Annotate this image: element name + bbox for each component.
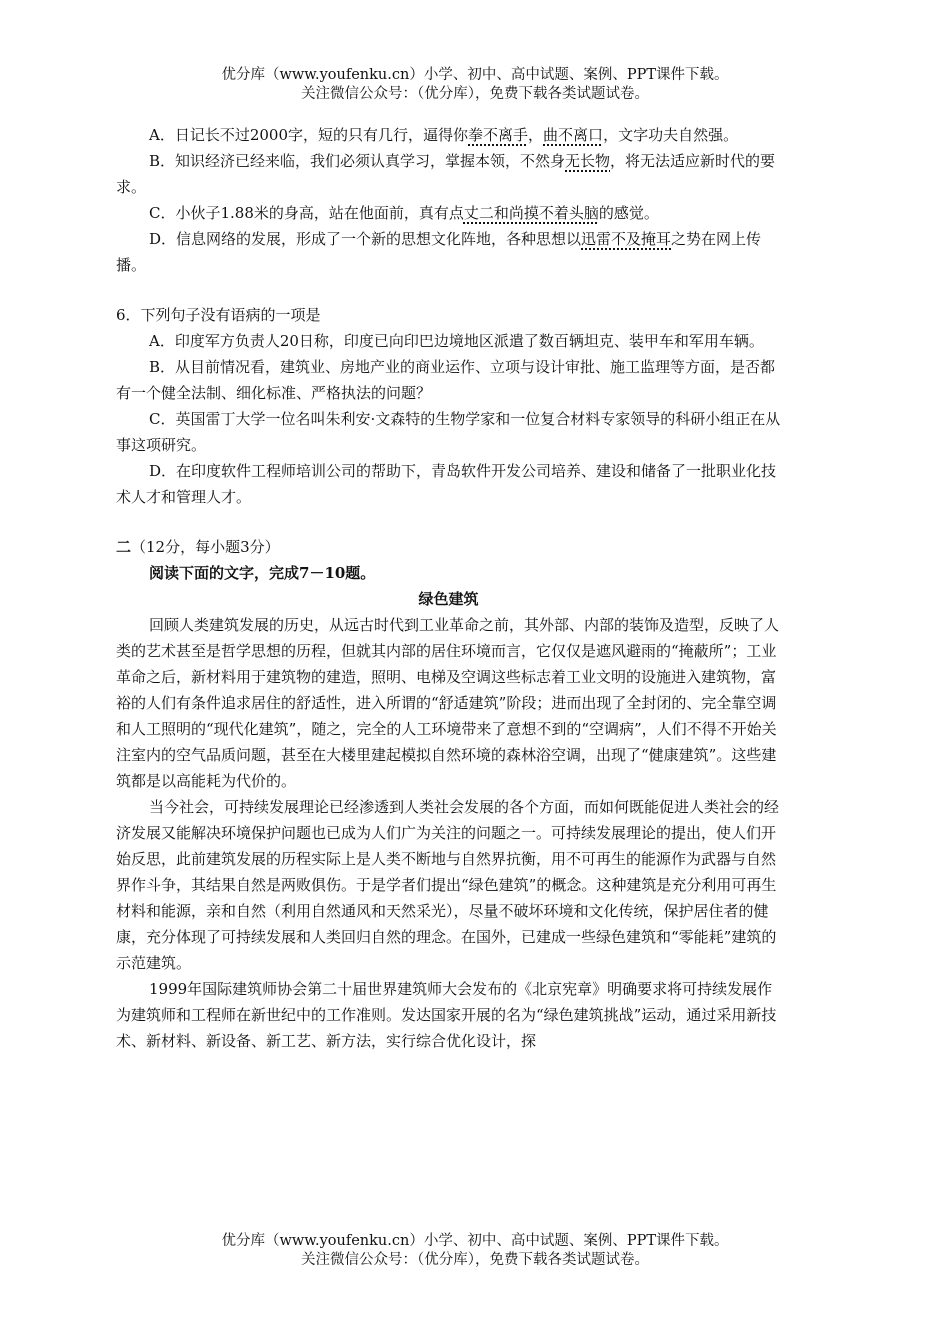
footer-line-2: 关注微信公众号：（优分库），免费下载各类试题试卷。: [301, 1252, 649, 1268]
q5-option-a: [116, 122, 781, 148]
q6-option-d: D．在印度软件工程师培训公司的帮助下，青岛软件开发公司培养、建设和储备了一批职业化技术人才和管理人才。: [116, 462, 777, 506]
section-heading: [116, 534, 781, 560]
q5-b-text-1: B．知识经济已经来临，我们必须认真学习，掌握本领，不然身: [149, 152, 566, 170]
q5-option-b: [116, 148, 781, 200]
q5-d-text-2: 之势在网上传播。: [116, 230, 762, 274]
q5-b-text-2: ，将无法适应新时代的要求。: [116, 152, 776, 196]
q6-stem: 6．下列句子没有语病的一项是: [116, 306, 321, 324]
article-paragraph-3: 1999年国际建筑师协会第二十届世界建筑师大会发布的《北京宪章》明确要求将可持续发展作为建筑师和工程师在新世纪中的工作准则。发达国家开展的名为“绿色建筑挑战”运动，通过采用新技术、新材料、新设备、新工艺、新方法，实行综合优化设计，探: [116, 980, 777, 1050]
document-body: [116, 122, 781, 1054]
page-footer: [0, 1232, 950, 1270]
footer-line-1: 优分库（www.youfenku.cn）小学、初中、高中试题、案例、PPT课件下载。: [221, 1233, 729, 1249]
section-points: （12分，每小题3分）: [131, 538, 280, 556]
q5-d-marked-idiom: 迅雷不及掩耳: [581, 230, 672, 248]
q5-option-c: [116, 200, 781, 226]
q5-c-text-2: 的感觉。: [598, 204, 659, 222]
section-number: 二: [116, 538, 132, 556]
q5-c-text-1: C．小伙子1.88米的身高，站在他面前，真有点: [149, 204, 464, 222]
q6-option-a: A．印度军方负责人20日称，印度已向印巴边境地区派遣了数百辆坦克、装甲车和军用车辆。: [149, 332, 764, 350]
q5-c-marked-idiom: 丈二和尚摸不着头脑: [463, 204, 599, 222]
q5-a-text-3: ，文字功夫自然强。: [603, 126, 739, 144]
q5-b-marked-idiom: 无长物: [565, 152, 611, 170]
header-line-1: 优分库（www.youfenku.cn）小学、初中、高中试题、案例、PPT课件下载。: [221, 67, 729, 83]
spacer: [116, 278, 781, 302]
q6-option-c: C．英国雷丁大学一位名叫朱利安·文森特的生物学家和一位复合材料专家领导的科研小组正在从事这项研究。: [116, 410, 781, 454]
spacer: [116, 510, 781, 534]
q5-a-text-2: ，: [528, 126, 544, 144]
q6-option-b: B．从目前情况看，建筑业、房地产业的商业运作、立项与设计审批、施工监理等方面，是否都有一个健全法制、细化标准、严格执法的问题？: [116, 358, 776, 402]
q5-a-text-1: A．日记长不过2000字，短的只有几行，逼得你: [149, 126, 469, 144]
article-title: 绿色建筑: [418, 590, 479, 608]
article-paragraph-2: 当今社会，可持续发展理论已经渗透到人类社会发展的各个方面，而如何既能促进人类社会的经济发展又能解决环境保护问题也已成为人们广为关注的问题之一。可持续发展理论的提出，使人们开始反思，此前建筑发展的历程实际上是人类不断地与自然界抗衡，用不可再生的能源作为武器与自然界作斗争，其结果自然是两败俱伤。于是学者们提出“绿色建筑”的概念。这种建筑是充分利用可再生材料和能源，亲和自然（利用自然通风和天然采光），尽量不破坏环境和文化传统，保护居住者的健康，充分体现了可持续发展和人类回归自然的理念。在国外，已建成一些绿色建筑和“零能耗”建筑的示范建筑。: [116, 798, 780, 972]
header-line-2: 关注微信公众号：（优分库），免费下载各类试题试卷。: [301, 86, 649, 102]
reading-instruction: 阅读下面的文字，完成7－10题。: [149, 564, 376, 582]
q5-a-marked-idiom-2: 曲不离口: [543, 126, 604, 144]
article-paragraph-1: 回顾人类建筑发展的历史，从远古时代到工业革命之前，其外部、内部的装饰及造型，反映了人类的艺术甚至是哲学思想的历程，但就其内部的居住环境而言，它仅仅是遮风避雨的“掩蔽所”；工业革命之后，新材料用于建筑物的建造，照明、电梯及空调这些标志着工业文明的设施进入建筑物，富裕的人们有条件追求居住的舒适性，进入所谓的“舒适建筑”阶段；进而出现了全封闭的、完全靠空调和人工照明的“现代化建筑”，随之，完全的人工环境带来了意想不到的“空调病”，人们不得不开始关注室内的空气品质问题，甚至在大楼里建起模拟自然环境的森林浴空调，出现了“健康建筑”。这些建筑都是以高能耗为代价的。: [116, 616, 780, 790]
q5-a-marked-idiom-1: 拳不离手: [468, 126, 529, 144]
q5-option-d: [116, 226, 781, 278]
page-header: [0, 66, 950, 104]
q5-d-text-1: D．信息网络的发展，形成了一个新的思想文化阵地，各种思想以: [149, 230, 582, 248]
